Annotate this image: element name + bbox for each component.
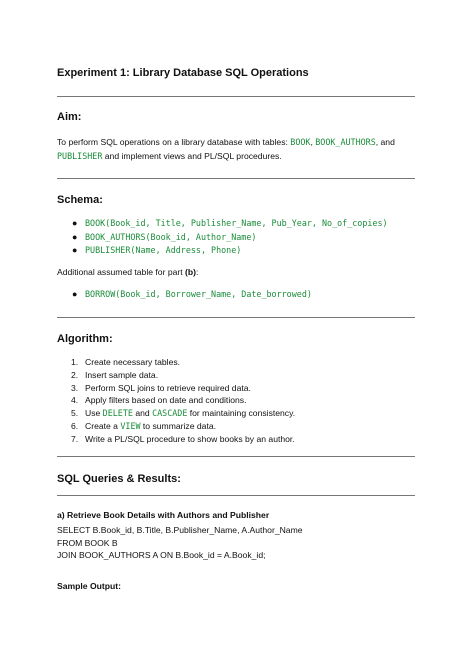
document-title: Experiment 1: Library Database SQL Operations [57, 67, 309, 79]
sample-output-label: Sample Output: [57, 581, 121, 591]
list-item [57, 433, 417, 446]
list-item [57, 356, 417, 369]
list-item [57, 420, 417, 433]
list-item [57, 407, 417, 420]
algorithm-steps [57, 356, 417, 446]
bullet-icon: ● [72, 218, 78, 228]
step-number: 1. [71, 357, 79, 367]
step-number: 2. [71, 369, 79, 380]
aim-sep: , and [375, 137, 395, 147]
schema-table: BORROW(Book_id, Borrower_Name, Date_borrowed) [85, 289, 312, 299]
aim-heading: Aim: [57, 111, 82, 123]
query-a-title: a) Retrieve Book Details with Authors and Publisher [57, 510, 270, 520]
aim-code-book-authors: BOOK_AUTHORS [315, 137, 376, 147]
aim-text: and implement views and PL/SQL procedures. [102, 151, 282, 161]
step-text: Create a [85, 420, 121, 431]
sql-line: JOIN BOOK_AUTHORS A ON B.Book_id = A.Book_id; [57, 550, 266, 560]
divider [57, 178, 415, 179]
list-item [57, 394, 417, 407]
step-number: 4. [71, 395, 79, 406]
divider [57, 456, 415, 457]
step-text: Apply filters based on date and conditions. [85, 395, 247, 406]
schema-extra-list [57, 288, 417, 302]
schema-additional [57, 265, 415, 279]
sql-line: FROM BOOK B [57, 537, 118, 548]
schema-heading: Schema: [57, 194, 103, 206]
bullet-icon: ● [72, 289, 78, 299]
step-text: for maintaining consistency. [187, 408, 296, 419]
query-a-code [57, 524, 303, 562]
schema-table: BOOK(Book_id, Title, Publisher_Name, Pub_Year, No_of_copies) [85, 218, 388, 228]
step-number: 6. [71, 420, 79, 431]
additional-bold: (b) [185, 267, 197, 277]
step-text: Insert sample data. [85, 369, 159, 380]
divider [57, 495, 415, 496]
list-item [57, 244, 417, 258]
step-number: 5. [71, 408, 79, 419]
step-number: 7. [71, 433, 79, 444]
aim-code-book: BOOK [290, 137, 311, 147]
list-item [57, 231, 417, 245]
list-item [57, 369, 417, 382]
aim-code-publisher: PUBLISHER [57, 151, 103, 161]
additional-text: Additional assumed table for part [57, 267, 186, 277]
step-text: Use [85, 408, 103, 419]
schema-table: BOOK_AUTHORS(Book_id, Author_Name) [85, 231, 257, 242]
aim-paragraph [57, 135, 415, 163]
schema-table: PUBLISHER(Name, Address, Phone) [85, 245, 242, 255]
sql-heading: SQL Queries & Results: [57, 473, 181, 485]
step-number: 3. [71, 382, 79, 393]
algorithm-heading: Algorithm: [57, 333, 113, 345]
aim-text: To perform SQL operations on a library database with tables: [57, 137, 291, 147]
divider [57, 96, 415, 97]
list-item [57, 382, 417, 395]
step-text: to summarize data. [140, 420, 216, 431]
step-code: DELETE [102, 408, 133, 419]
step-text: Perform SQL joins to retrieve required data. [85, 382, 251, 393]
list-item [57, 288, 417, 302]
bullet-icon: ● [72, 245, 78, 255]
step-text: Create necessary tables. [85, 357, 181, 367]
step-text: and [132, 408, 153, 419]
additional-colon: : [196, 267, 199, 277]
list-item [57, 217, 417, 231]
sql-line: SELECT B.Book_id, B.Title, B.Publisher_Name, A.Author_Name [57, 525, 303, 535]
bullet-icon: ● [72, 231, 78, 242]
step-text: Write a PL/SQL procedure to show books by an author. [85, 433, 295, 444]
step-code: VIEW [120, 420, 141, 431]
aim-sep: , [310, 137, 316, 147]
step-code: CASCADE [152, 408, 188, 419]
schema-list [57, 217, 417, 258]
divider [57, 317, 415, 318]
